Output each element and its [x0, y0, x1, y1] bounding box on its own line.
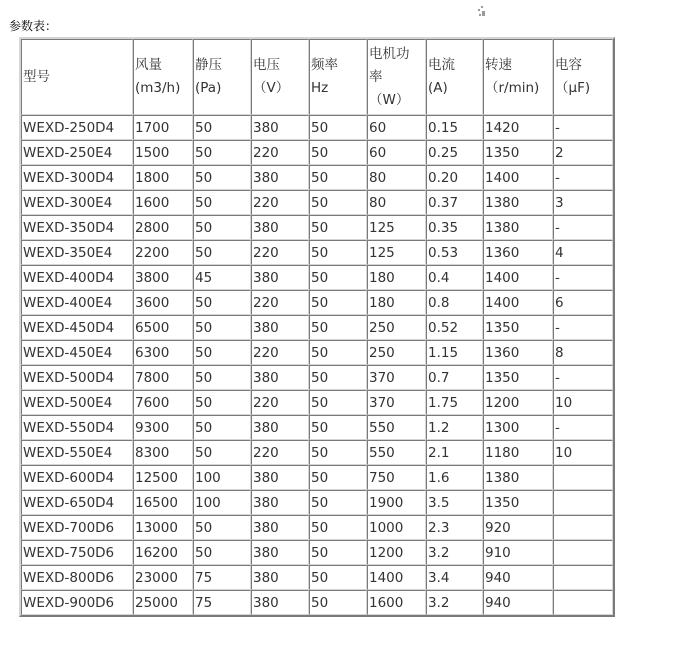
parameter-table-body — [21, 39, 613, 615]
cell-current: 0.20 — [426, 165, 483, 190]
cell-static-pressure: 100 — [193, 490, 251, 515]
cell-motor-power: 1600 — [367, 590, 426, 615]
cell-voltage: 380 — [251, 165, 309, 190]
cell-static-pressure: 50 — [193, 190, 251, 215]
cell-capacitance — [553, 540, 613, 565]
header-frequency: 频率 Hz — [309, 39, 367, 115]
cell-speed: 1380 — [483, 190, 553, 215]
cell-current: 2.1 — [426, 440, 483, 465]
cell-static-pressure: 75 — [193, 565, 251, 590]
cell-airflow: 16200 — [133, 540, 193, 565]
cell-frequency: 50 — [309, 265, 367, 290]
cell-model: WEXD-500E4 — [21, 390, 133, 415]
table-row — [21, 265, 613, 290]
cell-capacitance: - — [553, 415, 613, 440]
cell-motor-power: 1400 — [367, 565, 426, 590]
header-static-pressure: 静压 (Pa) — [193, 39, 251, 115]
cell-speed: 1400 — [483, 290, 553, 315]
table-row — [21, 465, 613, 490]
table-row — [21, 115, 613, 140]
cell-model: WEXD-600D4 — [21, 465, 133, 490]
cell-capacitance: - — [553, 215, 613, 240]
cell-model: WEXD-300D4 — [21, 165, 133, 190]
cell-model: WEXD-450D4 — [21, 315, 133, 340]
cell-model: WEXD-450E4 — [21, 340, 133, 365]
table-row — [21, 140, 613, 165]
cell-speed: 1400 — [483, 265, 553, 290]
header-voltage: 电压 （V） — [251, 39, 309, 115]
cell-frequency: 50 — [309, 190, 367, 215]
cell-motor-power: 180 — [367, 265, 426, 290]
cell-voltage: 380 — [251, 415, 309, 440]
cell-airflow: 8300 — [133, 440, 193, 465]
cell-voltage: 220 — [251, 390, 309, 415]
cell-frequency: 50 — [309, 590, 367, 615]
cell-airflow: 23000 — [133, 565, 193, 590]
cell-motor-power: 80 — [367, 165, 426, 190]
cell-static-pressure: 50 — [193, 365, 251, 390]
cell-motor-power: 550 — [367, 415, 426, 440]
cell-motor-power: 250 — [367, 340, 426, 365]
cell-model: WEXD-400E4 — [21, 290, 133, 315]
cell-speed: 1360 — [483, 240, 553, 265]
cell-voltage: 220 — [251, 290, 309, 315]
cell-airflow: 12500 — [133, 465, 193, 490]
cell-motor-power: 125 — [367, 240, 426, 265]
table-row — [21, 565, 613, 590]
table-row — [21, 240, 613, 265]
table-row — [21, 440, 613, 465]
cell-voltage: 380 — [251, 540, 309, 565]
cell-motor-power: 750 — [367, 465, 426, 490]
table-row — [21, 290, 613, 315]
cell-model: WEXD-350D4 — [21, 215, 133, 240]
header-motor-power: 电机功 率 （W） — [367, 39, 426, 115]
cell-static-pressure: 50 — [193, 140, 251, 165]
cell-capacitance — [553, 465, 613, 490]
cell-speed: 1200 — [483, 390, 553, 415]
cell-current: 0.4 — [426, 265, 483, 290]
cell-model: WEXD-350E4 — [21, 240, 133, 265]
cell-current: 1.2 — [426, 415, 483, 440]
table-row — [21, 165, 613, 190]
stray-dot-marks — [477, 6, 486, 18]
cell-voltage: 380 — [251, 315, 309, 340]
cell-capacitance: 3 — [553, 190, 613, 215]
cell-model: WEXD-750D6 — [21, 540, 133, 565]
cell-airflow: 3800 — [133, 265, 193, 290]
cell-model: WEXD-800D6 — [21, 565, 133, 590]
cell-airflow: 6300 — [133, 340, 193, 365]
cell-current: 1.6 — [426, 465, 483, 490]
cell-motor-power: 1200 — [367, 540, 426, 565]
table-row — [21, 365, 613, 390]
cell-frequency: 50 — [309, 415, 367, 440]
cell-airflow: 1800 — [133, 165, 193, 190]
cell-airflow: 2800 — [133, 215, 193, 240]
cell-frequency: 50 — [309, 165, 367, 190]
cell-frequency: 50 — [309, 240, 367, 265]
cell-speed: 910 — [483, 540, 553, 565]
cell-static-pressure: 50 — [193, 390, 251, 415]
cell-frequency: 50 — [309, 465, 367, 490]
cell-model: WEXD-300E4 — [21, 190, 133, 215]
cell-capacitance: 10 — [553, 390, 613, 415]
cell-model: WEXD-550E4 — [21, 440, 133, 465]
cell-model: WEXD-900D6 — [21, 590, 133, 615]
cell-capacitance — [553, 590, 613, 615]
cell-static-pressure: 75 — [193, 590, 251, 615]
cell-airflow: 1500 — [133, 140, 193, 165]
cell-airflow: 3600 — [133, 290, 193, 315]
table-row — [21, 540, 613, 565]
cell-speed: 1420 — [483, 115, 553, 140]
cell-airflow: 9300 — [133, 415, 193, 440]
cell-frequency: 50 — [309, 440, 367, 465]
cell-capacitance — [553, 565, 613, 590]
cell-frequency: 50 — [309, 315, 367, 340]
cell-static-pressure: 50 — [193, 415, 251, 440]
cell-capacitance: - — [553, 165, 613, 190]
cell-static-pressure: 50 — [193, 240, 251, 265]
cell-current: 3.4 — [426, 565, 483, 590]
cell-current: 0.52 — [426, 315, 483, 340]
cell-speed: 920 — [483, 515, 553, 540]
cell-airflow: 2200 — [133, 240, 193, 265]
cell-motor-power: 250 — [367, 315, 426, 340]
cell-speed: 940 — [483, 590, 553, 615]
cell-current: 0.25 — [426, 140, 483, 165]
cell-current: 3.2 — [426, 540, 483, 565]
cell-speed: 940 — [483, 565, 553, 590]
cell-voltage: 380 — [251, 515, 309, 540]
cell-motor-power: 1900 — [367, 490, 426, 515]
cell-frequency: 50 — [309, 540, 367, 565]
cell-motor-power: 60 — [367, 140, 426, 165]
cell-static-pressure: 50 — [193, 340, 251, 365]
cell-airflow: 25000 — [133, 590, 193, 615]
table-row — [21, 490, 613, 515]
cell-speed: 1360 — [483, 340, 553, 365]
cell-speed: 1400 — [483, 165, 553, 190]
cell-frequency: 50 — [309, 140, 367, 165]
cell-current: 0.37 — [426, 190, 483, 215]
cell-static-pressure: 50 — [193, 540, 251, 565]
table-row — [21, 190, 613, 215]
parameter-table — [19, 37, 615, 617]
cell-voltage: 220 — [251, 190, 309, 215]
cell-current: 1.15 — [426, 340, 483, 365]
cell-current: 1.75 — [426, 390, 483, 415]
cell-static-pressure: 50 — [193, 165, 251, 190]
cell-capacitance: 10 — [553, 440, 613, 465]
cell-model: WEXD-250D4 — [21, 115, 133, 140]
cell-voltage: 380 — [251, 365, 309, 390]
table-row — [21, 590, 613, 615]
cell-frequency: 50 — [309, 215, 367, 240]
header-current: 电流 (A) — [426, 39, 483, 115]
cell-voltage: 380 — [251, 265, 309, 290]
table-row — [21, 340, 613, 365]
header-speed: 转速 （r/min) — [483, 39, 553, 115]
cell-static-pressure: 45 — [193, 265, 251, 290]
header-model: 型号 — [21, 39, 133, 115]
cell-voltage: 220 — [251, 340, 309, 365]
cell-airflow: 13000 — [133, 515, 193, 540]
cell-airflow: 7800 — [133, 365, 193, 390]
cell-frequency: 50 — [309, 565, 367, 590]
cell-current: 0.8 — [426, 290, 483, 315]
table-header-row — [21, 39, 613, 115]
table-row — [21, 515, 613, 540]
cell-current: 0.35 — [426, 215, 483, 240]
cell-voltage: 380 — [251, 115, 309, 140]
cell-frequency: 50 — [309, 115, 367, 140]
cell-static-pressure: 50 — [193, 115, 251, 140]
cell-capacitance: - — [553, 265, 613, 290]
cell-airflow: 1600 — [133, 190, 193, 215]
cell-capacitance: 4 — [553, 240, 613, 265]
cell-current: 0.53 — [426, 240, 483, 265]
cell-voltage: 380 — [251, 565, 309, 590]
cell-speed: 1300 — [483, 415, 553, 440]
cell-voltage: 380 — [251, 465, 309, 490]
cell-motor-power: 1000 — [367, 515, 426, 540]
cell-capacitance: - — [553, 315, 613, 340]
cell-capacitance: 8 — [553, 340, 613, 365]
cell-frequency: 50 — [309, 340, 367, 365]
cell-current: 0.7 — [426, 365, 483, 390]
cell-capacitance — [553, 490, 613, 515]
table-row — [21, 390, 613, 415]
cell-motor-power: 370 — [367, 365, 426, 390]
cell-speed: 1180 — [483, 440, 553, 465]
cell-speed: 1350 — [483, 315, 553, 340]
cell-model: WEXD-700D6 — [21, 515, 133, 540]
cell-motor-power: 80 — [367, 190, 426, 215]
header-capacitance: 电容 （μF) — [553, 39, 613, 115]
cell-static-pressure: 50 — [193, 290, 251, 315]
cell-speed: 1380 — [483, 465, 553, 490]
table-row — [21, 315, 613, 340]
cell-current: 3.2 — [426, 590, 483, 615]
cell-capacitance — [553, 515, 613, 540]
cell-capacitance: - — [553, 115, 613, 140]
cell-current: 0.15 — [426, 115, 483, 140]
cell-speed: 1350 — [483, 490, 553, 515]
cell-voltage: 380 — [251, 590, 309, 615]
cell-motor-power: 370 — [367, 390, 426, 415]
cell-motor-power: 550 — [367, 440, 426, 465]
cell-airflow: 7600 — [133, 390, 193, 415]
cell-motor-power: 125 — [367, 215, 426, 240]
table-caption: 参数表： — [9, 19, 58, 33]
cell-frequency: 50 — [309, 365, 367, 390]
cell-voltage: 220 — [251, 440, 309, 465]
cell-current: 3.5 — [426, 490, 483, 515]
cell-voltage: 380 — [251, 215, 309, 240]
cell-static-pressure: 50 — [193, 515, 251, 540]
cell-frequency: 50 — [309, 390, 367, 415]
table-row — [21, 415, 613, 440]
cell-capacitance: - — [553, 365, 613, 390]
cell-speed: 1350 — [483, 365, 553, 390]
cell-model: WEXD-500D4 — [21, 365, 133, 390]
cell-frequency: 50 — [309, 290, 367, 315]
cell-frequency: 50 — [309, 490, 367, 515]
cell-static-pressure: 50 — [193, 215, 251, 240]
cell-voltage: 380 — [251, 490, 309, 515]
cell-capacitance: 6 — [553, 290, 613, 315]
cell-capacitance: 2 — [553, 140, 613, 165]
cell-airflow: 6500 — [133, 315, 193, 340]
cell-static-pressure: 50 — [193, 440, 251, 465]
cell-model: WEXD-550D4 — [21, 415, 133, 440]
cell-speed: 1380 — [483, 215, 553, 240]
table-row — [21, 215, 613, 240]
cell-voltage: 220 — [251, 140, 309, 165]
cell-motor-power: 60 — [367, 115, 426, 140]
cell-model: WEXD-650D4 — [21, 490, 133, 515]
cell-voltage: 220 — [251, 240, 309, 265]
cell-static-pressure: 100 — [193, 465, 251, 490]
cell-model: WEXD-400D4 — [21, 265, 133, 290]
cell-current: 2.3 — [426, 515, 483, 540]
cell-static-pressure: 50 — [193, 315, 251, 340]
cell-airflow: 16500 — [133, 490, 193, 515]
cell-motor-power: 180 — [367, 290, 426, 315]
cell-airflow: 1700 — [133, 115, 193, 140]
cell-speed: 1350 — [483, 140, 553, 165]
cell-frequency: 50 — [309, 515, 367, 540]
cell-model: WEXD-250E4 — [21, 140, 133, 165]
header-airflow: 风量 (m3/h) — [133, 39, 193, 115]
